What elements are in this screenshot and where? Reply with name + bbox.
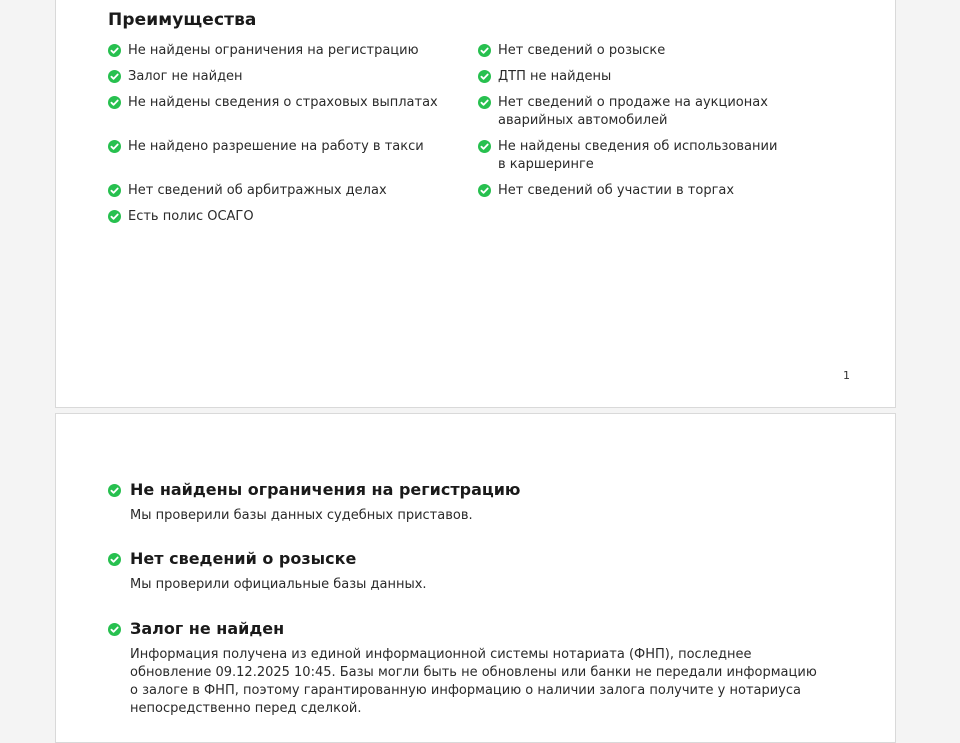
advantages-right-column (478, 42, 838, 200)
advantage-item: Есть полис ОСАГО (108, 208, 468, 226)
advantage-item: Не найдены сведения об использовании в каршеринге (478, 138, 788, 174)
advantage-item: Нет сведений о продаже на аукционах аварийных автомобилей (478, 94, 838, 130)
detail-heading: Залог не найден (108, 619, 808, 639)
check-circle-icon (108, 140, 121, 153)
check-circle-icon (478, 44, 491, 57)
check-circle-icon (108, 70, 121, 83)
advantage-item: Нет сведений о розыске (478, 42, 838, 60)
check-circle-icon (478, 96, 491, 109)
detail-section (108, 549, 808, 594)
advantage-item: Не найдены сведения о страховых выплатах (108, 94, 468, 112)
check-circle-icon (478, 184, 491, 197)
check-circle-icon (108, 623, 121, 636)
detail-section (108, 619, 817, 718)
detail-text: Мы проверили официальные базы данных. (130, 577, 427, 592)
advantage-item: Залог не найден (108, 68, 468, 86)
detail-section (108, 480, 808, 525)
section-title: Преимущества (108, 10, 257, 30)
check-circle-icon (108, 44, 121, 57)
page-number: 1 (843, 369, 850, 382)
detail-text: Информация получена из единой информационной системы нотариата (ФНП), последнее обновление 09.12.2025 10:45. Базы могли быть не обновлены или банки не передали информацию о залоге в ФНП, поэтому гарантированную информацию о наличии залога получите у нотариуса непосредственно перед сделкой. (130, 647, 817, 716)
detail-heading: Не найдены ограничения на регистрацию (108, 480, 808, 500)
check-circle-icon (478, 140, 491, 153)
advantage-item: Нет сведений об арбитражных делах (108, 182, 468, 200)
check-circle-icon (108, 184, 121, 197)
check-circle-icon (108, 553, 121, 566)
document-page-2 (55, 413, 896, 743)
document-page-1 (55, 0, 896, 408)
advantage-item: ДТП не найдены (478, 68, 838, 86)
advantage-item: Нет сведений об участии в торгах (478, 182, 838, 200)
check-circle-icon (478, 70, 491, 83)
check-circle-icon (108, 484, 121, 497)
advantage-item: Не найдено разрешение на работу в такси (108, 138, 468, 156)
detail-text: Мы проверили базы данных судебных приставов. (130, 508, 473, 523)
check-circle-icon (108, 96, 121, 109)
detail-heading: Нет сведений о розыске (108, 549, 808, 569)
check-circle-icon (108, 210, 121, 223)
advantages-left-column (108, 42, 468, 226)
advantage-item: Не найдены ограничения на регистрацию (108, 42, 468, 60)
